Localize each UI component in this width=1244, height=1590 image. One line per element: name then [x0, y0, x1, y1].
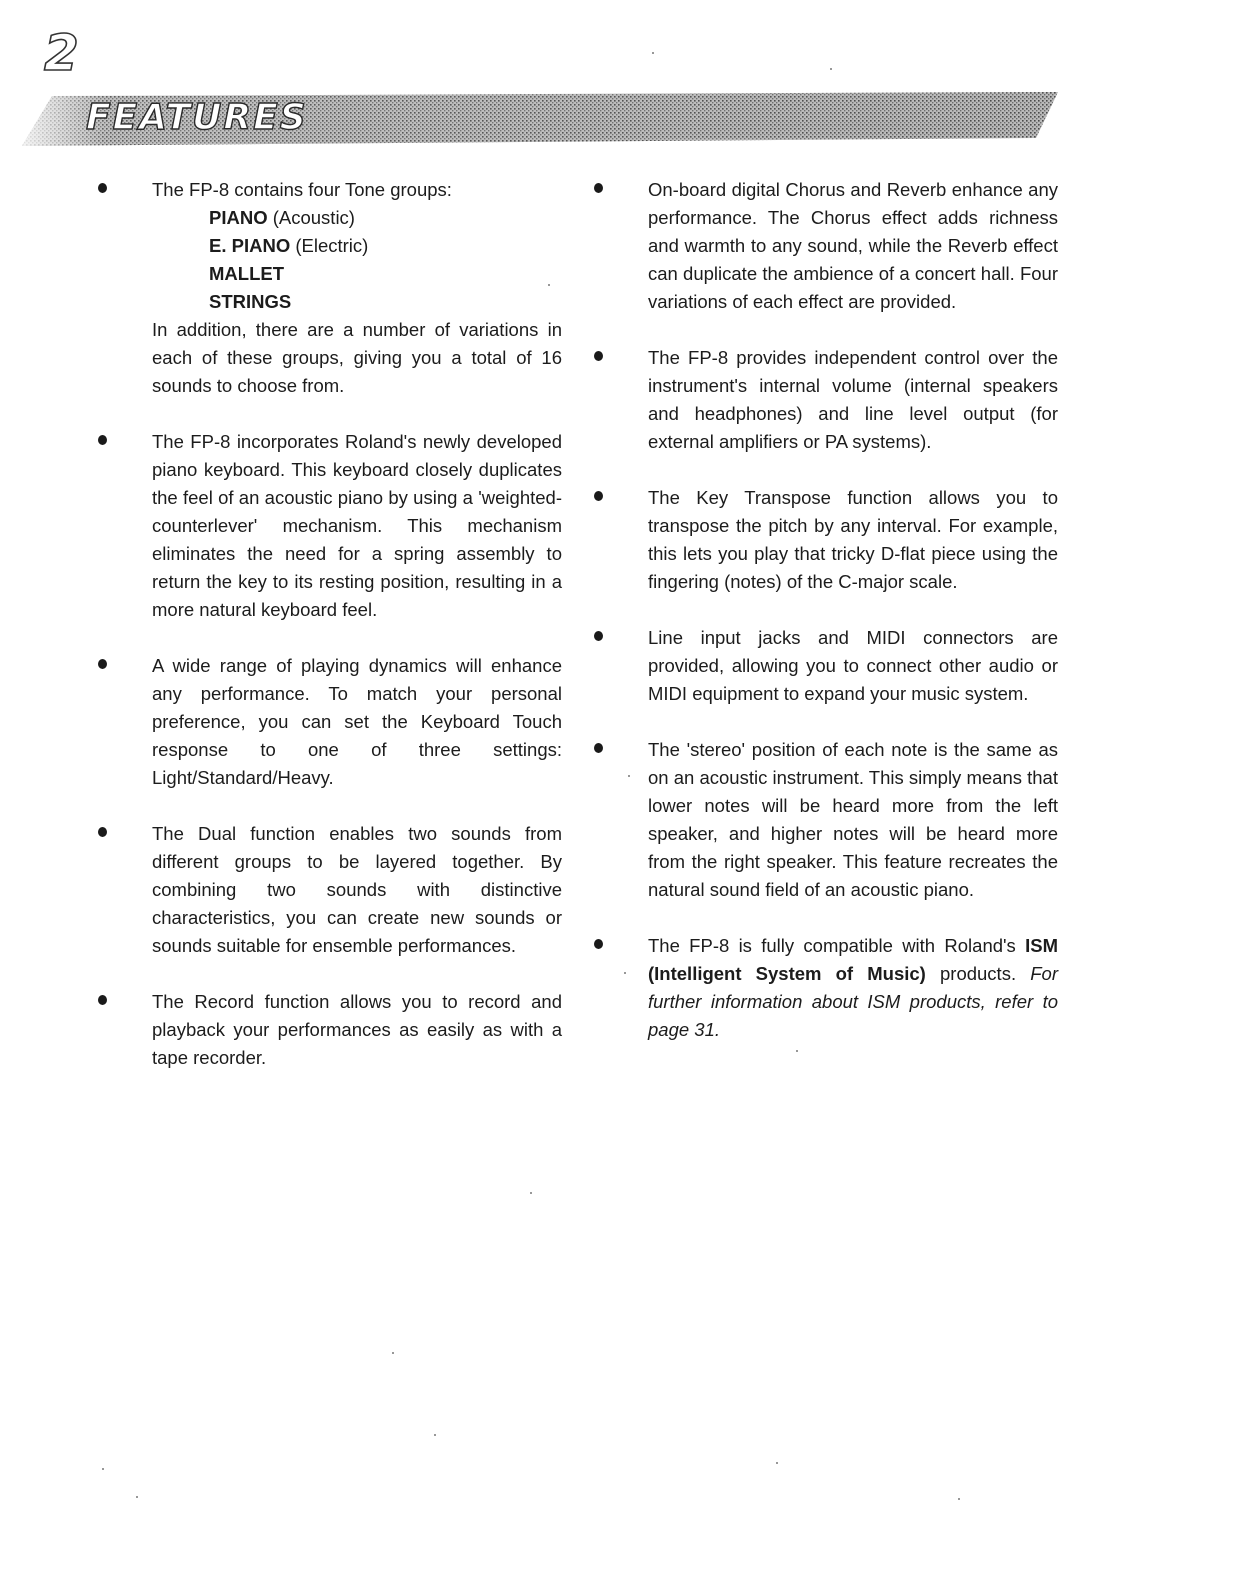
scan-speck [136, 1496, 138, 1498]
scan-speck [796, 1050, 798, 1052]
page-number: 2 [44, 24, 79, 82]
feature-text: The 'stereo' position of each note is the same as on an acoustic instrument. This simply means that lower notes will be heard more from the left speaker, and higher notes will be heard more from the right speaker. This feature recreates the natural sound field of an acoustic piano. [648, 739, 1058, 900]
bullet-icon [98, 659, 107, 669]
scan-speck [628, 775, 630, 777]
feature-intro: The FP-8 contains four Tone groups: [152, 179, 452, 200]
feature-volume [648, 344, 1058, 456]
tone-group-item: PIANO (Acoustic) [209, 207, 355, 228]
feature-transpose [648, 484, 1058, 596]
feature-text: A wide range of playing dynamics will enhance any performance. To match your personal preference, you can set the Keyboard Touch response to one of three settings: Light/Standard/Heavy. [152, 655, 562, 788]
section-title: FEATURES [86, 97, 308, 138]
feature-ism [648, 932, 1058, 1044]
feature-connectors [648, 624, 1058, 708]
scan-speck [434, 1434, 436, 1436]
bullet-icon [594, 351, 603, 361]
scan-speck [102, 1468, 104, 1470]
bullet-icon [98, 995, 107, 1005]
feature-keyboard [152, 428, 562, 624]
feature-text: The FP-8 provides independent control over the instrument's internal volume (internal speakers and headphones) and line level output (for external amplifiers or PA systems). [648, 347, 1058, 452]
tone-group-item: MALLET [209, 263, 285, 284]
bullet-icon [594, 631, 603, 641]
feature-dynamics [152, 652, 562, 792]
left-column [152, 176, 562, 1100]
page-reference: For further information about ISM products, refer to page 31. [648, 963, 1058, 1040]
feature-text: The Record function allows you to record and playback your performances as easily as with a tape recorder. [152, 991, 562, 1068]
feature-text: The FP-8 incorporates Roland's newly developed piano keyboard. This keyboard closely duplicates the feel of an acoustic piano by using a 'weighted-counterlever' mechanism. This mechanism eliminates the need for a spring assembly to return the key to its resting position, resulting in a more natural keyboard feel. [152, 431, 562, 620]
tone-group-item: STRINGS [209, 291, 292, 312]
bullet-icon [594, 491, 603, 501]
feature-text: On-board digital Chorus and Reverb enhance any performance. The Chorus effect adds richness and warmth to any sound, while the Reverb effect can duplicate the ambience of a concert hall. Four variations of each effect are provided. [648, 179, 1058, 312]
feature-tone-groups [152, 176, 562, 400]
scan-speck [830, 68, 832, 70]
bullet-icon [594, 183, 603, 193]
tone-group-list [209, 204, 562, 316]
right-column [648, 176, 1058, 1072]
scan-speck [958, 1498, 960, 1500]
feature-text: The FP-8 is fully compatible with Roland's ISM (Intelligent System of Music) products. For further information about ISM products, refer to page 31. [648, 935, 1058, 1040]
scan-speck [652, 52, 654, 54]
feature-text: The Key Transpose function allows you to transpose the pitch by any interval. For example, this lets you play that tricky D-flat piece using the fingering (notes) of the C-major scale. [648, 487, 1058, 592]
bullet-icon [98, 183, 107, 193]
tone-group-item: E. PIANO (Electric) [209, 235, 369, 256]
scan-speck [530, 1192, 532, 1194]
scan-speck [548, 284, 550, 286]
feature-text: The Dual function enables two sounds from different groups to be layered together. By combining two sounds with distinctive characteristics, you can create new sounds or sounds suitable for ensemble performances. [152, 823, 562, 956]
feature-text: In addition, there are a number of variations in each of these groups, giving you a total of 16 sounds to choose from. [152, 319, 562, 396]
feature-record [152, 988, 562, 1072]
bullet-icon [98, 827, 107, 837]
ism-label: ISM (Intelligent System of Music) [648, 935, 1058, 984]
feature-effects [648, 176, 1058, 316]
scan-speck [624, 972, 626, 974]
feature-stereo [648, 736, 1058, 904]
scan-speck [392, 1352, 394, 1354]
feature-dual [152, 820, 562, 960]
bullet-icon [98, 435, 107, 445]
feature-text: Line input jacks and MIDI connectors are provided, allowing you to connect other audio or MIDI equipment to expand your music system. [648, 627, 1058, 704]
bullet-icon [594, 743, 603, 753]
bullet-icon [594, 939, 603, 949]
scan-speck [776, 1462, 778, 1464]
